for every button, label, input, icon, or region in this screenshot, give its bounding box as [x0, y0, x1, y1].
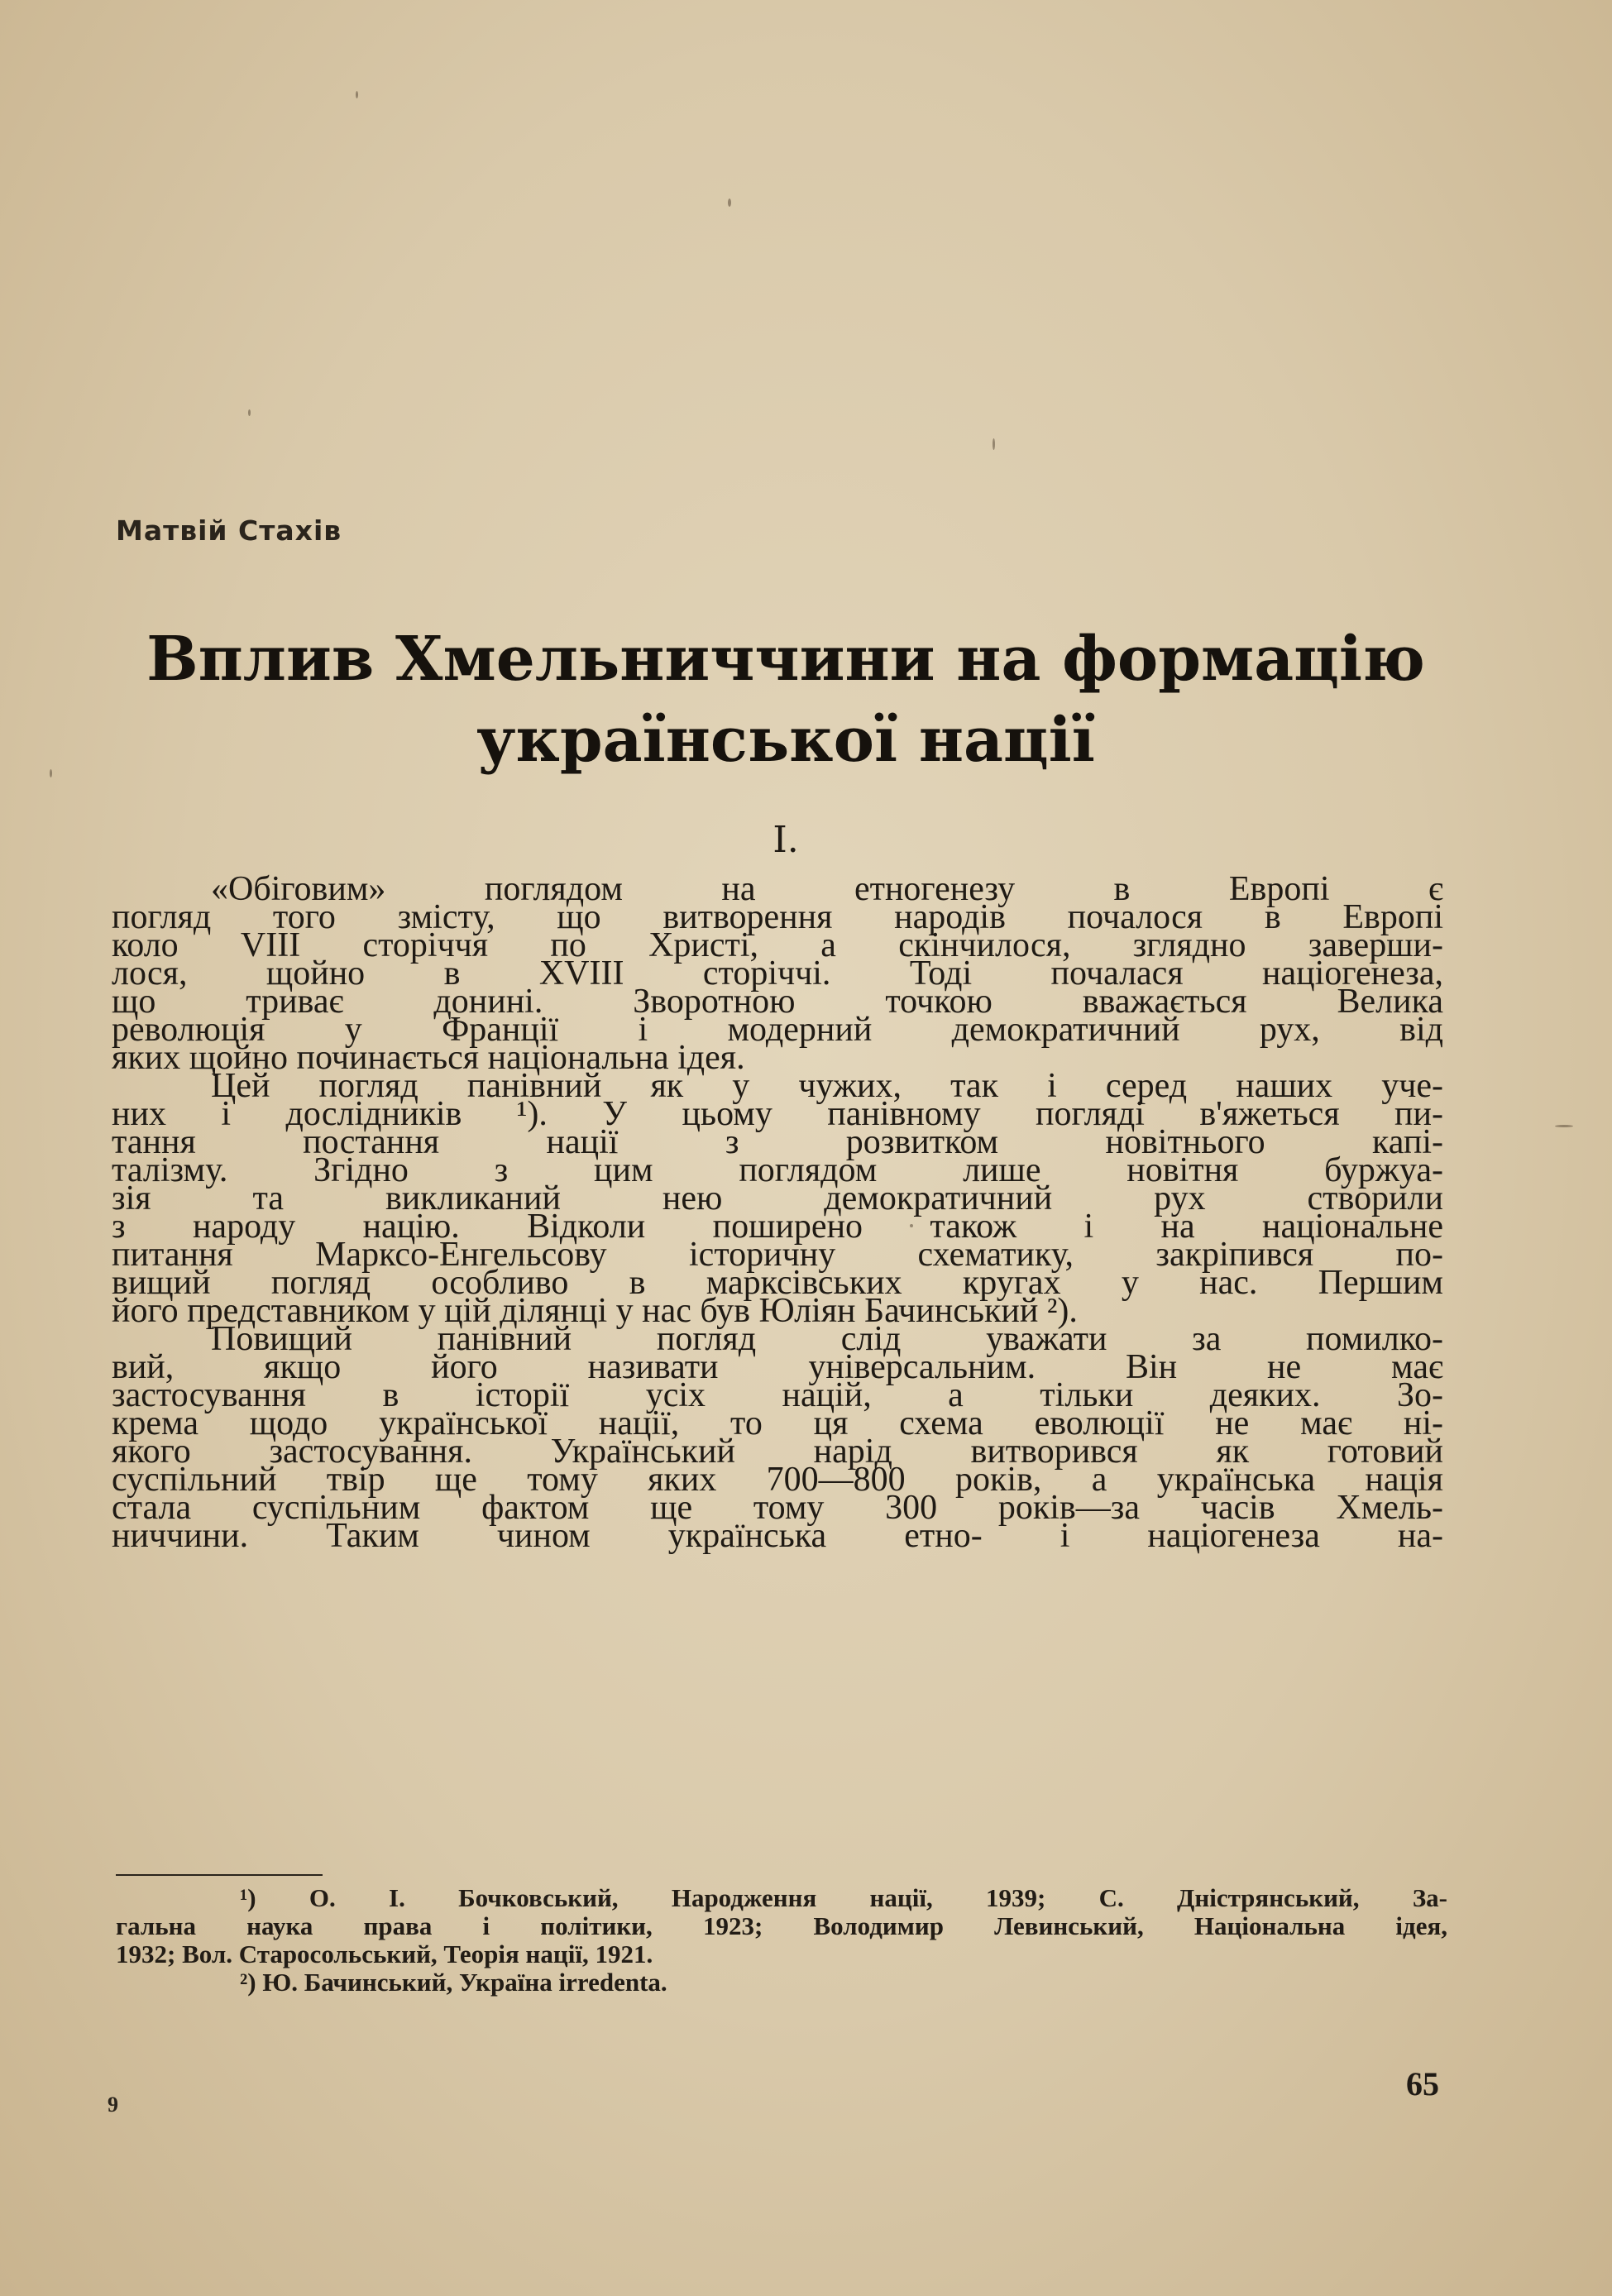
footnote-line: ¹) О. І. Бочковський, Народження нації, 1939; С. Дністрянський, За-	[240, 1883, 1447, 1912]
text-line: лося, щойно в XVIII сторіччі. Тоді почалася націогенеза,	[112, 954, 1443, 993]
footnote-line: 1932; Вол. Старосольський, Теорія нації, 1921.	[116, 1940, 653, 1968]
paragraph	[112, 1067, 1443, 1330]
footnote	[116, 1968, 1447, 1997]
text-line: зія та викликаний нею демократичний рух створили	[112, 1179, 1443, 1217]
text-line: коло VIII сторіччя по Христі, а скінчилося, зглядно заверши-	[112, 926, 1443, 964]
text-line: революція у Франції і модерний демократичний рух, від	[112, 1011, 1443, 1049]
text-line: суспільний твір ще тому яких 700—800 років, а українська нація	[112, 1461, 1443, 1499]
text-line: стала суспільним фактом ще тому 300 років—за часів Хмель-	[112, 1489, 1443, 1527]
footnotes	[116, 1884, 1447, 1997]
text-line: Цей погляд панівний як у чужих, так і серед наших уче-	[211, 1067, 1443, 1105]
text-line: що триває донині. Зворотною точкою вважається Велика	[112, 983, 1443, 1021]
text-line: якого застосування. Український нарід витворився як готовий	[112, 1433, 1443, 1471]
footnote-line: ²) Ю. Бачинський, Україна irredenta.	[240, 1968, 667, 1997]
text-line: вищий погляд особливо в марксівських кругах у нас. Першим	[112, 1264, 1443, 1302]
text-line: тання постання нації з розвитком новітнього капі-	[112, 1123, 1443, 1161]
text-line: талізму. Згідно з цим поглядом лише новітня буржуа-	[112, 1151, 1443, 1189]
title-line: української нації	[476, 705, 1095, 776]
footnote-line: гальна наука права і політики, 1923; Володимир Левинський, Національна ідея,	[116, 1911, 1447, 1940]
section-number: I.	[773, 819, 799, 861]
title-line: Вплив Хмельниччини на формацію	[146, 624, 1425, 695]
text-line: яких щойно починається національна ідея.	[112, 1039, 745, 1077]
footnote	[116, 1884, 1447, 1968]
author-name: Матвій Стахів	[116, 514, 342, 547]
signature-mark: 9	[108, 2093, 118, 2117]
paragraph	[112, 870, 1443, 1077]
text-line: застосування в історії усіх націй, а тільки деяких. Зо-	[112, 1376, 1443, 1414]
text-line: «Обіговим» поглядом на етногенезу в Европі є	[211, 870, 1443, 908]
article-body	[112, 870, 1443, 1555]
paragraph	[112, 1320, 1443, 1555]
text-line: вий, якщо його називати універсальним. Він не має	[112, 1348, 1443, 1386]
text-line: погляд того змісту, що витворення народів почалося в Европі	[112, 898, 1443, 936]
footnote-divider	[116, 1874, 323, 1876]
text-line: крема щодо української нації, то ця схема еволюції не має ні-	[112, 1404, 1443, 1442]
text-line: його представником у цій ділянці у нас був Юліян Бачинський ²).	[112, 1292, 1078, 1330]
text-line: питання Марксо-Енгельсову історичну схематику, закріпився по-	[112, 1236, 1443, 1274]
page-number: 65	[1406, 2065, 1439, 2102]
text-line: з народу націю. Відколи поширено також і на національне	[112, 1208, 1443, 1246]
article-title	[116, 619, 1456, 781]
text-line: ниччини. Таким чином українська етно- і націогенеза на-	[112, 1517, 1443, 1555]
text-line: них і дослідників ¹). У цьому панівному погляді в'яжеться пи-	[112, 1095, 1443, 1133]
text-line: Повищий панівний погляд слід уважати за помилко-	[211, 1320, 1443, 1358]
